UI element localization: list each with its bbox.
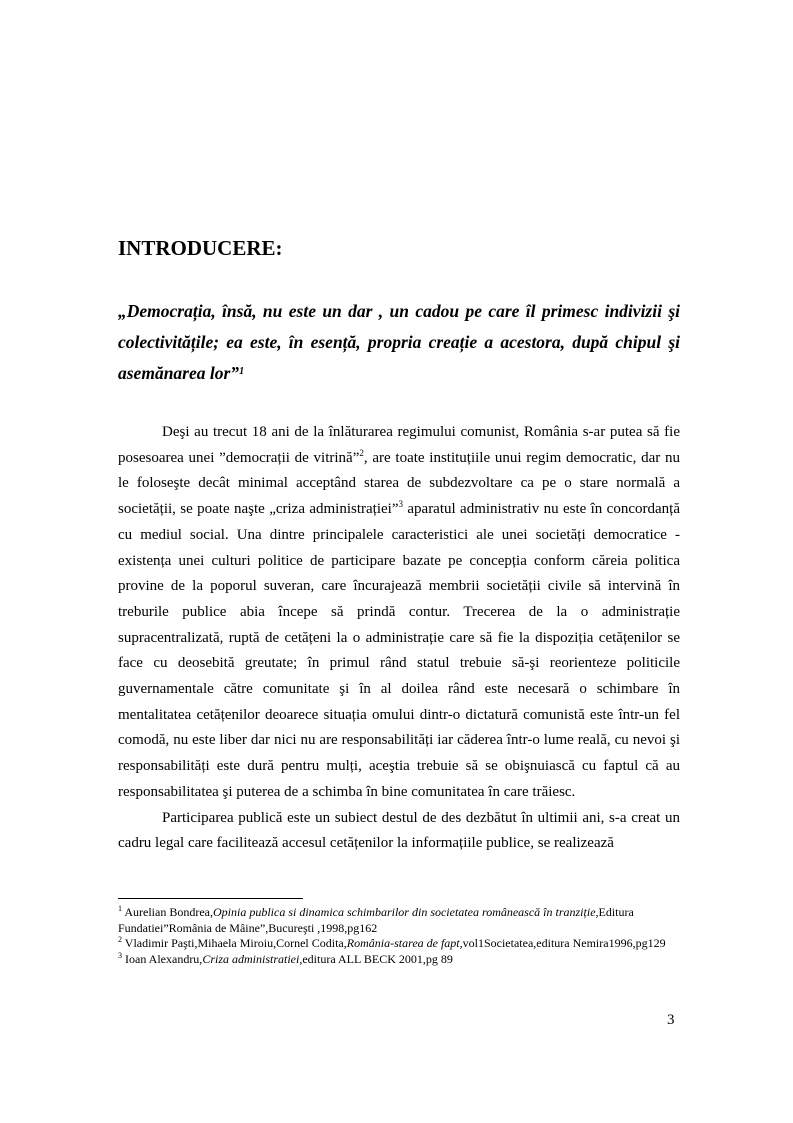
epigraph-quote	[118, 296, 680, 389]
footnote-number: 3	[118, 950, 122, 960]
footnote-publisher: Editura Fundatiei”România de Mâine”,Bucureşti ,1998,pg162	[118, 905, 634, 935]
footnote-publisher: editura ALL BECK 2001,pg 89	[302, 951, 453, 966]
footnote	[118, 905, 688, 936]
footnote	[118, 952, 688, 968]
footnote-number: 1	[118, 904, 122, 913]
paragraph	[118, 420, 680, 806]
paragraph	[118, 806, 680, 857]
footnote-ref: 3	[398, 499, 403, 510]
footnote	[118, 936, 688, 952]
page-number: 3	[667, 1012, 675, 1028]
footnote-separator	[118, 898, 303, 899]
footnote-ref: 2	[359, 447, 364, 458]
footnotes	[118, 905, 688, 967]
body-text	[118, 420, 680, 857]
footnote-title: România-starea de fapt,	[346, 936, 463, 950]
footnote-publisher: vol1Societatea,editura Nemira1996,pg129	[462, 936, 666, 950]
footnote-author: Aurelian Bondrea,	[122, 905, 213, 919]
footnote-author: Vladimir Paşti,Mihaela Miroiu,Cornel Codita,	[122, 936, 347, 950]
quote-text: „Democrația, însă, nu este un dar , un cadou pe care îl primesc indivizii şi colectivitățile; ea este, în esență, propria creație a acestora, după chipul şi asemănarea lor”	[118, 301, 680, 383]
footnote-title: Criza administratiei,	[202, 951, 303, 966]
footnote-ref: 1	[239, 366, 245, 377]
paragraph-text: aparatul administrativ nu este în concordanță cu mediul social. Una dintre principalele caracteristici ale unei societăți democratice - existența unei culturi politice de participare bazate pe concepția conform căreia politica provine de la poporul suveran, care încurajează membrii societății civile să intervină în treburile publice abia începe să prindă contur. Trecerea de la o administrație supracentralizată, ruptă de cetățeni la o administrație care să fie la dispoziția cetățenilor se face cu deosebită greutate; în primul rând statul trebuie să-şi reorienteze politicile guvernamentale către comunitate şi în al doilea rând este necesară o schimbare în mentalitatea cetățenilor deoarece situația omului dintr-o dictatură comunistă este într-un fel comodă, nu este liber dar nici nu are responsabilități iar căderea într-o lume reală, cu nevoi şi responsabilități este dură pentru mulți, aceştia trebuie să se obişnuiască cu faptul că au responsabilitatea şi puterea de a schimba în bine comunitatea în care trăiesc.	[118, 501, 680, 800]
footnote-title: Opinia publica si dinamica schimbarilor din societatea românească în tranziție,	[212, 905, 599, 919]
paragraph-text: Deşi au trecut 18 ani de la înlăturarea regimului comunist, România s-ar putea să fie posesoarea unei ”democrații de vitrină”	[118, 424, 680, 466]
footnote-author: Ioan Alexandru,	[122, 951, 203, 966]
paragraph-text: Participarea publică este un subiect destul de des dezbătut în ultimii ani, s-a creat un cadru legal care facilitează accesul cetățenilor la informațiile publice, se realizează	[118, 809, 680, 852]
paragraph-text: , are toate instituțiile unui regim democratic, dar nu le foloseşte decât minimal acceptând starea de subdezvoltare ca pe o stare normală a societății, se poate naşte „criza administrației”	[118, 449, 680, 518]
section-heading: INTRODUCERE:	[118, 236, 283, 260]
footnote-number: 2	[118, 935, 122, 944]
